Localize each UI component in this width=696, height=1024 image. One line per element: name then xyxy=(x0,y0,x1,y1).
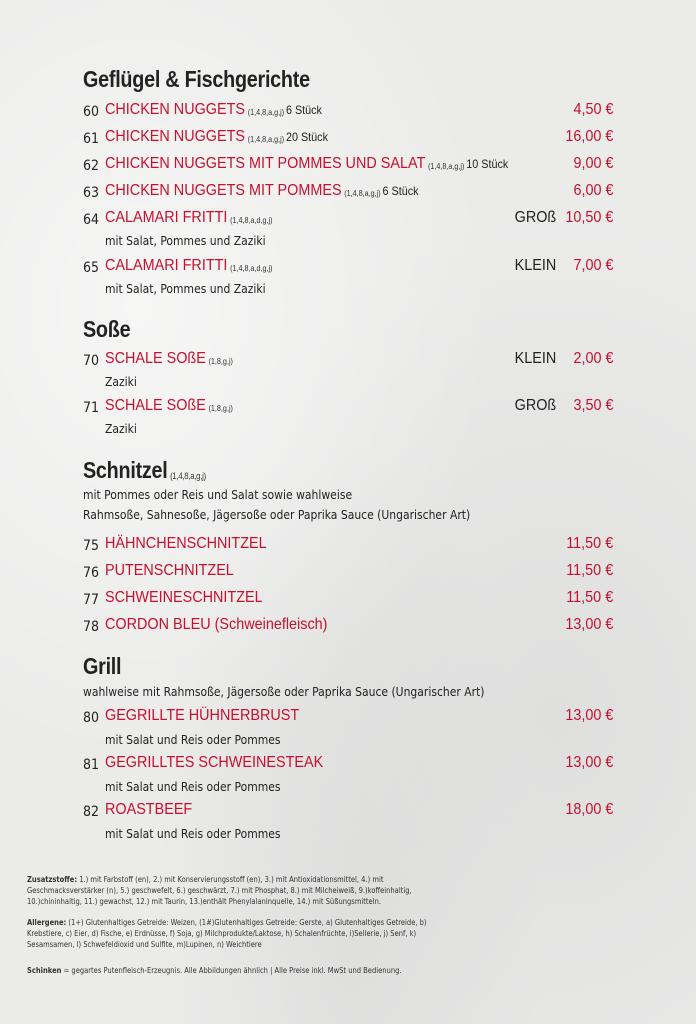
section-title-schnitzel: Schnitzel (1,4,8,a,g,j) xyxy=(83,457,206,483)
item-size: GROß xyxy=(514,209,556,226)
item-allergens: (1,8,g,j) xyxy=(208,357,233,366)
item-number: 64 xyxy=(83,212,100,228)
section-title-sosse: Soße xyxy=(83,316,131,342)
item-number: 81 xyxy=(83,757,100,773)
item-name: ROASTBEEF xyxy=(105,801,193,818)
item-price: 3,50 € xyxy=(572,397,613,414)
item-description: mit Salat und Reis oder Pommes xyxy=(105,733,281,747)
section-title-gefluegel: Geflügel & Fischgerichte xyxy=(83,66,310,92)
item-number: 80 xyxy=(83,710,100,726)
item-description: mit Salat, Pommes und Zaziki xyxy=(105,234,266,248)
item-price: 11,50 € xyxy=(566,562,613,579)
item-name: CALAMARI FRITTI (1,4,8,a,d,g,j) xyxy=(105,209,273,226)
item-allergens: (1,4,8,a,d,g,j) xyxy=(230,216,273,225)
item-price: 10,50 € xyxy=(564,209,613,226)
item-description: Zaziki xyxy=(105,375,137,389)
item-size: GROß xyxy=(514,397,556,414)
item-price: 13,00 € xyxy=(564,754,613,771)
item-price: 18,00 € xyxy=(564,801,613,818)
item-price: 2,00 € xyxy=(572,350,613,367)
item-name: SCHWEINESCHNITZEL xyxy=(105,589,263,606)
item-name: CALAMARI FRITTI (1,4,8,a,d,g,j) xyxy=(105,257,273,274)
item-description: mit Salat, Pommes und Zaziki xyxy=(105,282,266,296)
item-name: SCHALE SOßE (1,8,g,j) xyxy=(105,397,233,414)
item-quantity: 6 Stück xyxy=(285,103,322,117)
footnote-additives: Zusatzstoffe: 1.) mit Farbstoff (en), 2.) mit Konservierungsstoff (en), 3.) mit Antioxidationsmittel, 4.) mit Geschmacksverstärker (n), 5.) geschwefelt, 6.) geschwärzt, 7.) mit Phosphat, 8.) mit Milcheiweiß, 9.)koffeinhaltig, 10.)chininhaltig, 11.) gewachst, 12.) mit Taurin, 13.)enthält Phenylalaninquelle, 14.) mit Süßungsmitteln. xyxy=(27,875,412,906)
item-quantity: 10 Stück xyxy=(466,157,509,171)
item-name: PUTENSCHNITZEL xyxy=(105,562,234,579)
item-description: mit Salat und Reis oder Pommes xyxy=(105,827,281,841)
item-quantity: 20 Stück xyxy=(285,130,328,144)
item-number: 70 xyxy=(83,353,100,369)
item-name: CHICKEN NUGGETS MIT POMMES (1,4,8,a,g,j) 6 Stück xyxy=(105,182,419,199)
section-intro: mit Pommes oder Reis und Salat sowie wahlweise xyxy=(83,488,353,502)
section-allergens: (1,4,8,a,g,j) xyxy=(170,471,206,481)
item-name: HÄHNCHENSCHNITZEL xyxy=(105,535,267,552)
section-title-grill: Grill xyxy=(83,653,122,679)
item-allergens: (1,4,8,a,g,j) xyxy=(247,108,285,117)
item-number: 63 xyxy=(83,185,100,201)
footnote-allergens: Allergene: (1+) Glutenhaltiges Getreide: Weizen, (1#)Glutenhaltiges Getreide: Gerste, a) Glutenhaltiges Getreide, b) Krebstiere, c) Eier, d) Fische, e) Erdnüsse, f) Soja, g) Milchprodukte/Laktose, h) Schalenfrüchte, i)Sellerie, j) Senf, k) Sesamsamen, l) Schwefeldioxid und Sulfite, m)Lupinen, n) Weichtiere xyxy=(27,918,427,949)
item-number: 65 xyxy=(83,260,100,276)
item-quantity: 6 Stück xyxy=(382,184,419,198)
item-number: 71 xyxy=(83,400,100,416)
item-size: KLEIN xyxy=(514,257,556,274)
item-number: 78 xyxy=(83,619,100,635)
item-allergens: (1,4,8,a,g,j) xyxy=(247,135,285,144)
item-name: SCHALE SOßE (1,8,g,j) xyxy=(105,350,233,367)
item-allergens: (1,8,g,j) xyxy=(208,404,233,413)
item-price: 7,00 € xyxy=(572,257,613,274)
section-intro: Rahmsoße, Sahnesoße, Jägersoße oder Paprika Sauce (Ungarischer Art) xyxy=(83,508,471,522)
item-description: Zaziki xyxy=(105,422,137,436)
item-name: GEGRILLTE HÜHNERBRUST xyxy=(105,707,300,724)
item-name: CHICKEN NUGGETS (1,4,8,a,g,j) 20 Stück xyxy=(105,128,328,145)
item-allergens: (1,4,8,a,g,j) xyxy=(428,162,465,171)
item-number: 62 xyxy=(83,158,100,174)
item-name: CHICKEN NUGGETS (1,4,8,a,g,j) 6 Stück xyxy=(105,101,322,118)
item-number: 61 xyxy=(83,131,100,147)
item-allergens: (1,4,8,a,g,j) xyxy=(344,189,381,198)
item-number: 82 xyxy=(83,804,100,820)
footnote-schinken: Schinken = gegartes Putenfleisch-Erzeugnis. Alle Abbildungen ähnlich | Alle Preise inkl. MwSt und Bedienung. xyxy=(27,966,402,975)
item-price: 9,00 € xyxy=(572,155,613,172)
item-name: CORDON BLEU (Schweinefleisch) xyxy=(105,616,328,633)
section-intro: wahlweise mit Rahmsoße, Jägersoße oder Paprika Sauce (Ungarischer Art) xyxy=(83,685,485,699)
item-allergens: (1,4,8,a,d,g,j) xyxy=(230,264,273,273)
item-price: 4,50 € xyxy=(572,101,613,118)
item-price: 13,00 € xyxy=(564,707,613,724)
item-price: 11,50 € xyxy=(566,589,613,606)
item-number: 75 xyxy=(83,538,100,554)
item-price: 16,00 € xyxy=(564,128,613,145)
item-number: 60 xyxy=(83,104,100,120)
item-size: KLEIN xyxy=(514,350,556,367)
item-name: CHICKEN NUGGETS MIT POMMES UND SALAT (1,4,8,a,g,j) 10 Stück xyxy=(105,155,509,172)
item-description: mit Salat und Reis oder Pommes xyxy=(105,780,281,794)
item-name: GEGRILLTES SCHWEINESTEAK xyxy=(105,754,324,771)
item-price: 6,00 € xyxy=(572,182,613,199)
item-price: 13,00 € xyxy=(564,616,613,633)
item-price: 11,50 € xyxy=(566,535,613,552)
item-number: 77 xyxy=(83,592,100,608)
item-number: 76 xyxy=(83,565,100,581)
